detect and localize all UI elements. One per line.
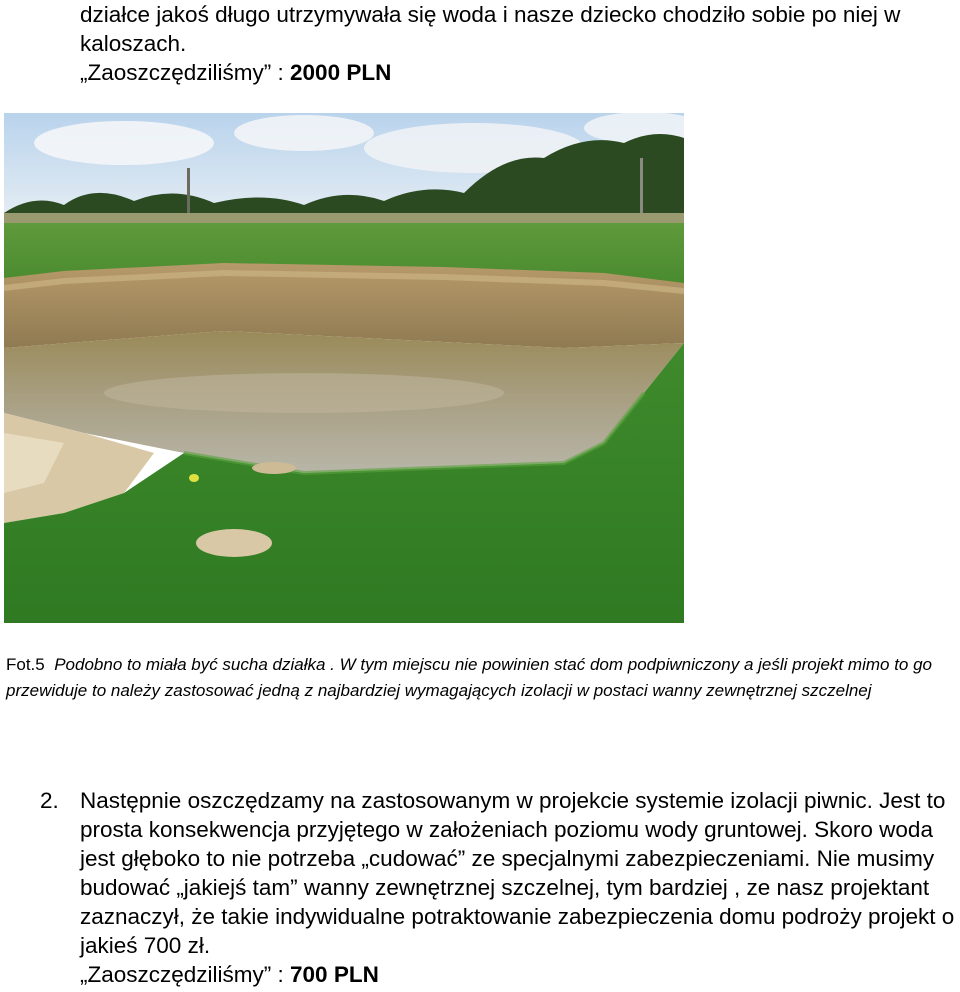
intro-saved-value: 2000 PLN [290, 60, 392, 85]
item2-saved-label: „Zaoszczędziliśmy” : [80, 962, 291, 987]
list-item-text: Następnie oszczędzamy na zastosowanym w projekcie systemie izolacji piwnic. Jest to prosta konsekwencja przyjętego w założeniach poziomu wody gruntowej. Skoro woda jest głęboko to nie potrzeba „cudować” ze specjalnymi zabezpieczeniami. Nie musimy budować „jakiejś tam” wanny zewnętrznej szczelnej, tym bardziej , ze nasz projektant zaznaczył, że takie indywidualne potraktowanie zabezpieczenia domu podroży projekt o jakieś 700 zł. [80, 788, 955, 958]
intro-saved-label: „Zaoszczędziliśmy” : [80, 60, 291, 85]
item2-saved-value: 700 PLN [290, 962, 379, 987]
list-item-number: 2. [40, 788, 59, 813]
intro-paragraph [80, 0, 956, 87]
list-item-2 [40, 786, 956, 989]
caption-text: Podobno to miała być sucha działka . W tym miejscu nie powinien stać dom podpiwniczony a jeśli projekt mimo to go przewiduje to należy zastosować jedną z najbardziej wymagających izolacji w postaci wanny zewnętrznej szczelnej [6, 655, 933, 700]
photo-caption [6, 652, 956, 704]
flooded-pit-photo [4, 113, 684, 623]
caption-photo-number: Fot.5 [6, 655, 45, 674]
intro-text: działce jakoś długo utrzymywała się woda i nasze dziecko chodziło sobie po niej w kaloszach. [80, 2, 901, 56]
